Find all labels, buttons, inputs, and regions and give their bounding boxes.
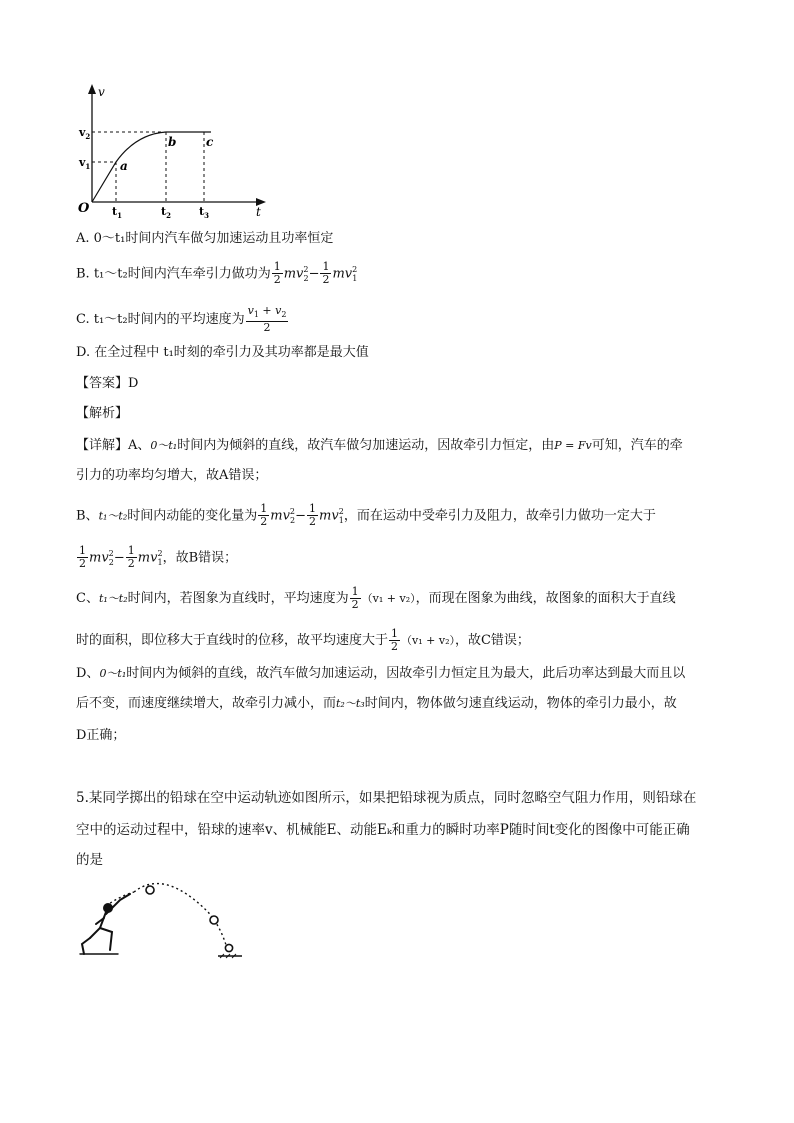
option-c: C. t₁～t₂时间内的平均速度为 $\frac{v_1 + v_2}{2}$ xyxy=(76,304,287,335)
t1-label: $t_1$ xyxy=(112,205,122,220)
t3-label: $t_3$ xyxy=(199,205,209,220)
point-a-label: a xyxy=(120,159,128,173)
option-b: B. t₁～t₂时间内汽车牵引力做功为 $\frac{1}{2}$ $mv^2_2-$ $\frac{1}{2}$ $mv^2_1$ xyxy=(76,260,358,287)
t2-label: $t_2$ xyxy=(161,205,171,220)
analysis-c-line1: C、t₁～t₂时间内，若图象为直线时，平均速度为 $\frac{1}{2}$ （v₁ + v₂），而现在图象为曲线，故图象的面积大于直线 xyxy=(76,585,676,611)
analysis-b-line1: B、t₁～t₂时间内动能的变化量为 $\frac{1}{2}$ $mv^2_2-$ $\frac{1}{2}$ $mv^2_1$，而在运动中受牵引力及阻力，故牵引力做功一定大于 xyxy=(76,502,656,529)
question5-line1: 5.某同学掷出的铅球在空中运动轨迹如图所示，如果把铅球视为质点，同时忽略空气阻力作用，则铅球在 xyxy=(76,790,697,806)
point-b-label: b xyxy=(168,135,177,149)
x-axis-label: t xyxy=(256,205,261,219)
analysis-d-line2: 后不变，而速度继续增大，故牵引力减小，而t₂～t₃时间内，物体做匀速直线运动，物体的牵引力最小，故 xyxy=(76,696,677,711)
question5-line3: 的是 xyxy=(76,852,103,868)
analysis-a-line2: 引力的功率均匀增大，故A错误； xyxy=(76,468,268,483)
origin-label: O xyxy=(78,201,90,216)
analysis-d-line1: D、0～t₁时间内为倾斜的直线，故汽车做匀加速运动，因故牵引力恒定且为最大，此后功率达到最大而且以 xyxy=(76,666,686,681)
analysis-b-line2: $\frac{1}{2}$ $mv^2_2-$ $\frac{1}{2}$ $mv^2_1$，故B错误； xyxy=(79,544,238,571)
v2-label: $v_2$ xyxy=(79,126,91,141)
velocity-time-graph xyxy=(76,80,276,220)
v1-label: $v_1$ xyxy=(79,156,91,171)
option-a: A. 0～t₁时间内汽车做匀加速运动且功率恒定 xyxy=(76,231,334,246)
y-axis-label: v xyxy=(98,85,105,99)
analysis-header: 【解析】 xyxy=(76,406,129,421)
analysis-d-line3: D正确； xyxy=(76,728,126,743)
analysis-c-line2: 时的面积，即位移大于直线时的位移，故平均速度大于 $\frac{1}{2}$ （v₁ + v₂），故C错误； xyxy=(76,627,530,653)
answer: 【答案】D xyxy=(76,376,139,391)
analysis-a-line1: 【详解】A、0～t₁时间内为倾斜的直线，故汽车做匀加速运动，因故牵引力恒定，由P = Fv可知，汽车的牵 xyxy=(76,438,683,453)
point-c-label: c xyxy=(206,135,214,149)
shot-put-trajectory-figure xyxy=(76,878,256,964)
question5-line2: 空中的运动过程中，铅球的速率v、机械能E、动能Eₖ和重力的瞬时功率P随时间t变化的图像中可能正确 xyxy=(76,822,690,838)
athlete-icon xyxy=(80,894,130,954)
option-d: D. 在全过程中 t₁时刻的牵引力及其功率都是最大值 xyxy=(76,345,369,360)
